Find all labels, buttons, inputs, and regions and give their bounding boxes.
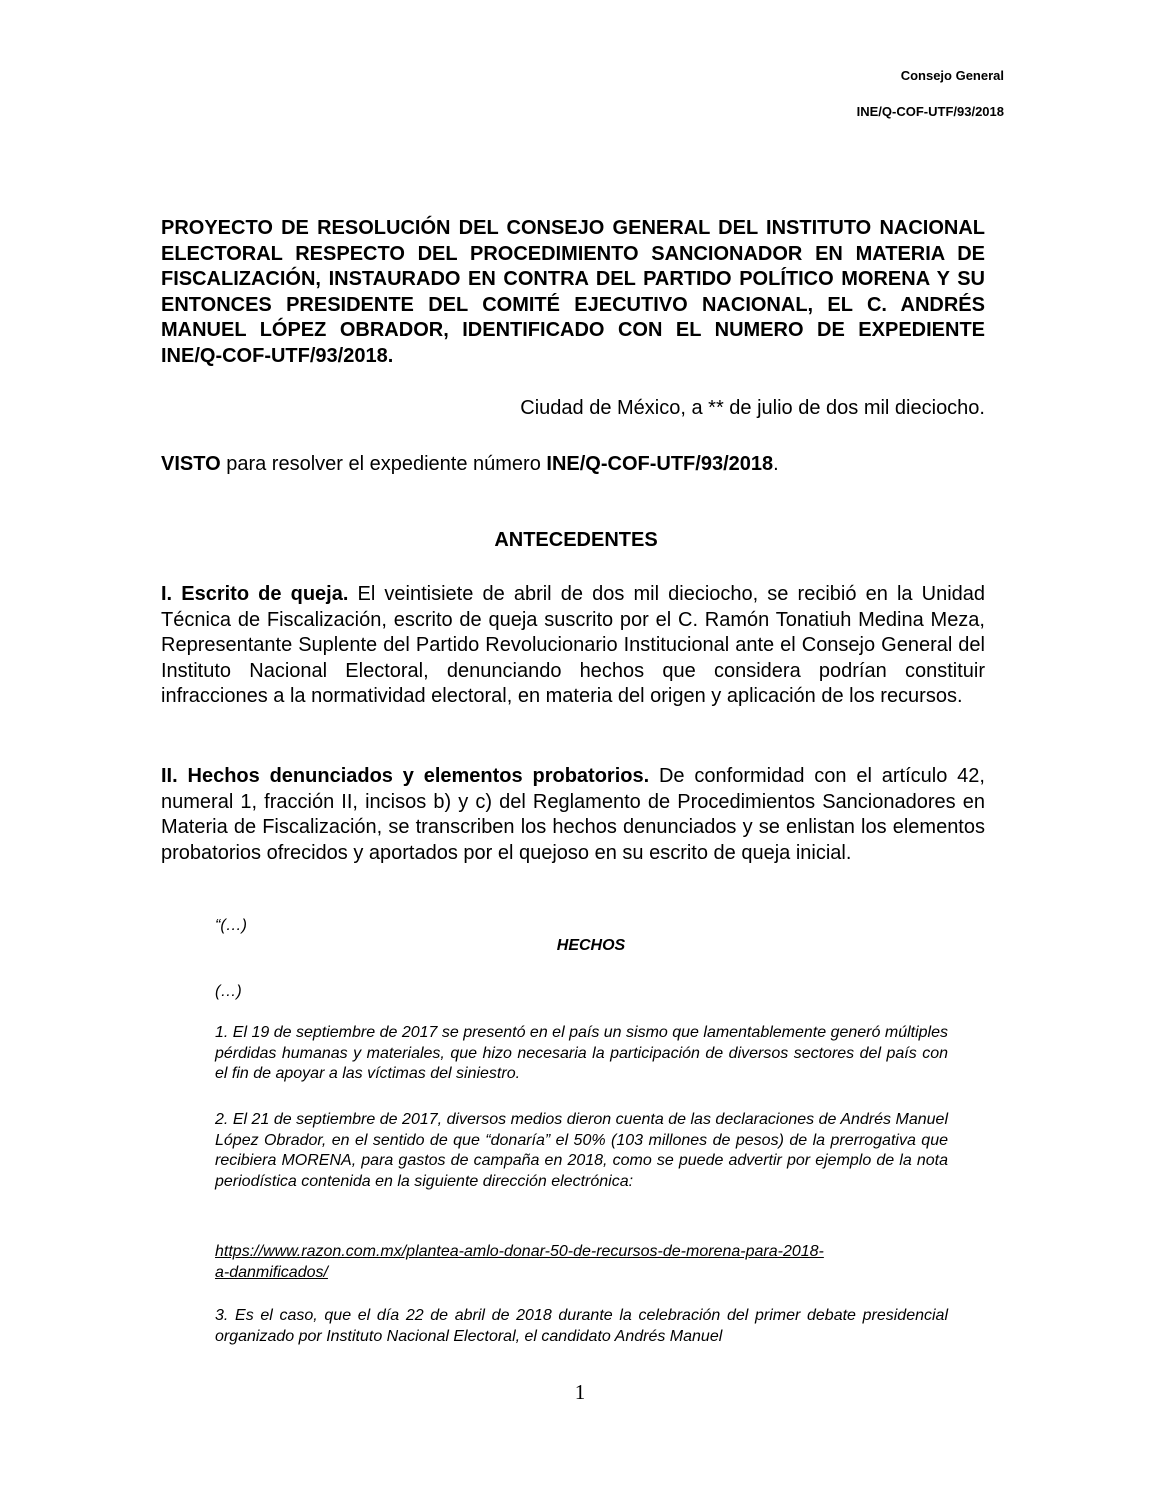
visto-text: para resolver el expediente número [220, 453, 547, 475]
news-link[interactable] [215, 1242, 948, 1283]
header-council: Consejo General [900, 68, 1004, 83]
visto-lead: VISTO [161, 453, 221, 475]
quote-item: 1. El 19 de septiembre de 2017 se presentó en el país un sismo que lamentablemente generó múltiples pérdidas humanas y materiales, que hizo necesaria la participación de diversos sectores del país con el fin de apoyar a las víctimas del siniestro. [215, 1024, 948, 1082]
paragraph-lead: I. Escrito de queja. [161, 583, 349, 605]
quote-item: 2. El 21 de septiembre de 2017, diversos medios dieron cuenta de las declaraciones de Andrés Manuel López Obrador, en el sentido de que “donaría” el 50% (103 millones de pesos) de la prerrogativa que recibiera MORENA, para gastos de campaña en 2018, como se puede advertir por ejemplo de la nota periodística contenida en la siguiente dirección electrónica: [215, 1111, 948, 1190]
resolution-title: PROYECTO DE RESOLUCIÓN DEL CONSEJO GENERAL DEL INSTITUTO NACIONAL ELECTORAL RESPECTO DEL PROCEDIMIENTO SANCIONADOR EN MATERIA DE FISCALIZACIÓN, INSTAURADO EN CONTRA DEL PARTIDO POLÍTICO MORENA Y SU ENTONCES PRESIDENTE DEL COMITÉ EJECUTIVO NACIONAL, EL C. ANDRÉS MANUEL LÓPEZ OBRADOR, IDENTIFICADO CON EL NUMERO DE EXPEDIENTE INE/Q-COF-UTF/93/2018. [161, 217, 985, 367]
quote-item: 3. Es el caso, que el día 22 de abril de 2018 durante la celebración del primer debate presidencial organizado por Instituto Nacional Electoral, el candidato Andrés Manuel [215, 1307, 948, 1345]
quote-heading: HECHOS [556, 937, 626, 954]
news-link-line2[interactable]: a-danmificados/ [215, 1263, 328, 1281]
visto-end: . [773, 453, 779, 475]
dateline: Ciudad de México, a ** de julio de dos mil dieciocho. [520, 397, 985, 419]
header-file-number: INE/Q-COF-UTF/93/2018 [856, 104, 1004, 119]
page-number: 1 [574, 1380, 586, 1404]
visto-expediente: INE/Q-COF-UTF/93/2018 [546, 453, 774, 475]
news-link-line1[interactable]: https://www.razon.com.mx/plantea-amlo-donar-50-de-recursos-de-morena-para-2018- [215, 1243, 824, 1260]
visto-line [161, 452, 779, 478]
paragraph-escrito-de-queja [161, 582, 985, 710]
paragraph-lead: II. Hechos denunciados y elementos probatorios. [161, 765, 650, 787]
paragraph-text: De conformidad con el artículo 42, numeral 1, fracción II, incisos b) y c) del Reglamento de Procedimientos Sancionadores en Materia de Fiscalización, se transcriben los hechos denunciados y se enlistan los elementos probatorios ofrecidos y aportados por el quejoso en su escrito de queja inicial. [161, 765, 985, 864]
quote-ellipsis: (…) [215, 983, 242, 1000]
paragraph-hechos-denunciados [161, 764, 985, 866]
quote-open: “(…) [215, 917, 247, 934]
paragraph-text: El veintisiete de abril de dos mil dieciocho, se recibió en la Unidad Técnica de Fiscalización, escrito de queja suscrito por el C. Ramón Tonatiuh Medina Meza, Representante Suplente del Partido Revolucionario Institucional ante el Consejo General del Instituto Nacional Electoral, denunciando hechos que considera podrían constituir infracciones a la normatividad electoral, en materia del origen y aplicación de los recursos. [161, 583, 986, 707]
section-heading: ANTECEDENTES [494, 529, 658, 551]
